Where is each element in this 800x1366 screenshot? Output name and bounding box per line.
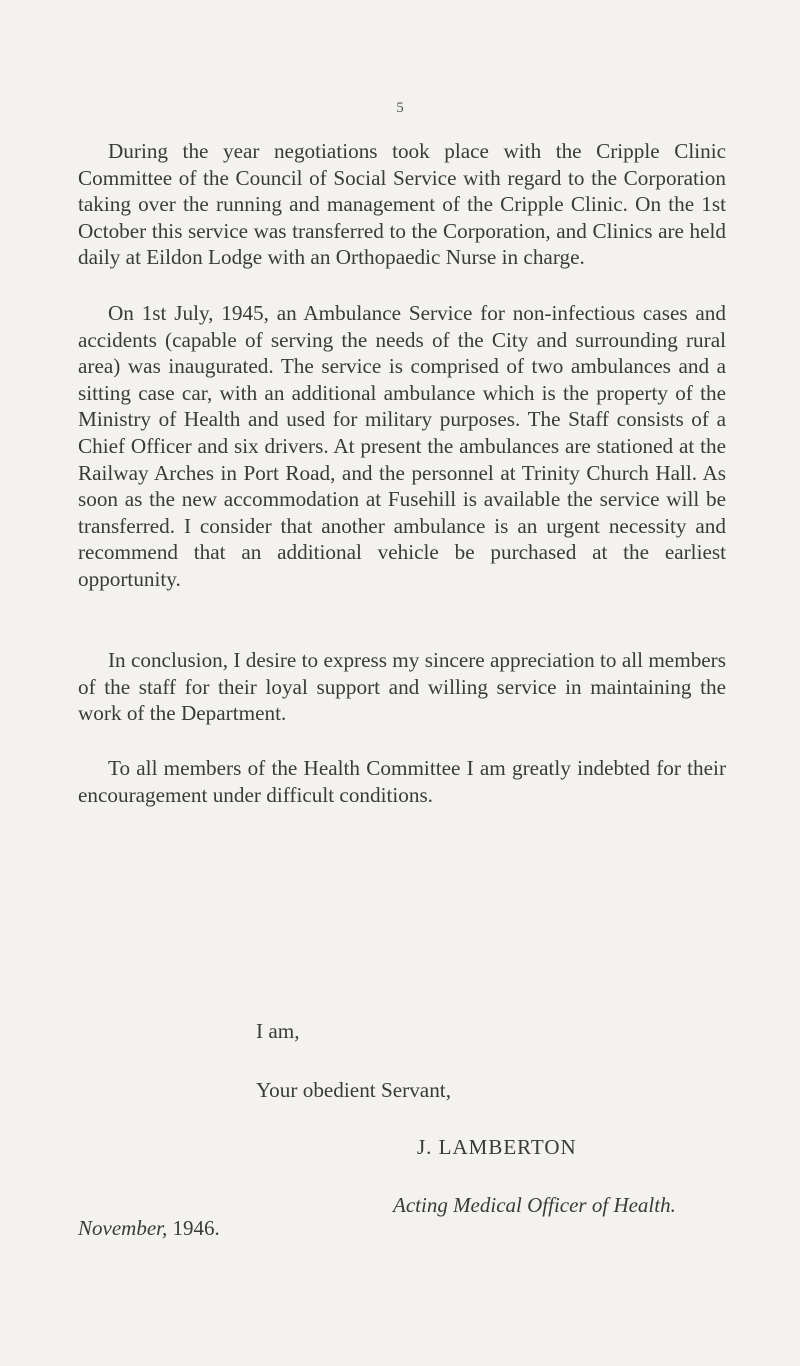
closing-valediction: Your obedient Servant,: [256, 1078, 451, 1102]
paragraph-ambulance-service: On 1st July, 1945, an Ambulance Service for non-infectious cases and accidents (capable of serving the needs of the City and surrounding rural area) was inaugurated. The service is comprised of two ambulances and a sitting case car, with an additional ambulance which is the property of the Ministry of Health and used for military purposes. The Staff consists of a Chief Officer and six drivers. At present the ambulances are stationed at the Railway Arches in Port Road, and the personnel at Trinity Church Hall. As soon as the new accommodation at Fusehill is available the service will be transferred. I consider that another ambulance is an urgent necessity and recommend that an additional vehicle be purchased at the earliest opportunity.: [78, 301, 726, 591]
report-date: [78, 1216, 220, 1241]
paragraph-health-committee: To all members of the Health Committee I am greatly indebted for their encouragement under difficult conditions.: [78, 756, 726, 807]
report-date-year: 1946.: [172, 1216, 220, 1240]
signature-title: Acting Medical Officer of Health.: [393, 1193, 676, 1217]
page-number: 5: [396, 100, 404, 116]
signature-name: J. LAMBERTON: [417, 1135, 577, 1159]
closing-salutation: I am,: [256, 1019, 300, 1043]
paragraph-conclusion: In conclusion, I desire to express my sincere appreciation to all members of the staff for their loyal support and willing service in maintaining the work of the Department.: [78, 648, 726, 726]
report-date-month: November,: [78, 1216, 168, 1240]
paragraph-cripple-clinic: During the year negotiations took place with the Cripple Clinic Committee of the Council of Social Service with regard to the Corporation taking over the running and management of the Cripple Clinic. On the 1st October this service was transferred to the Corporation, and Clinics are held daily at Eildon Lodge with an Orthopaedic Nurse in charge.: [78, 139, 726, 270]
